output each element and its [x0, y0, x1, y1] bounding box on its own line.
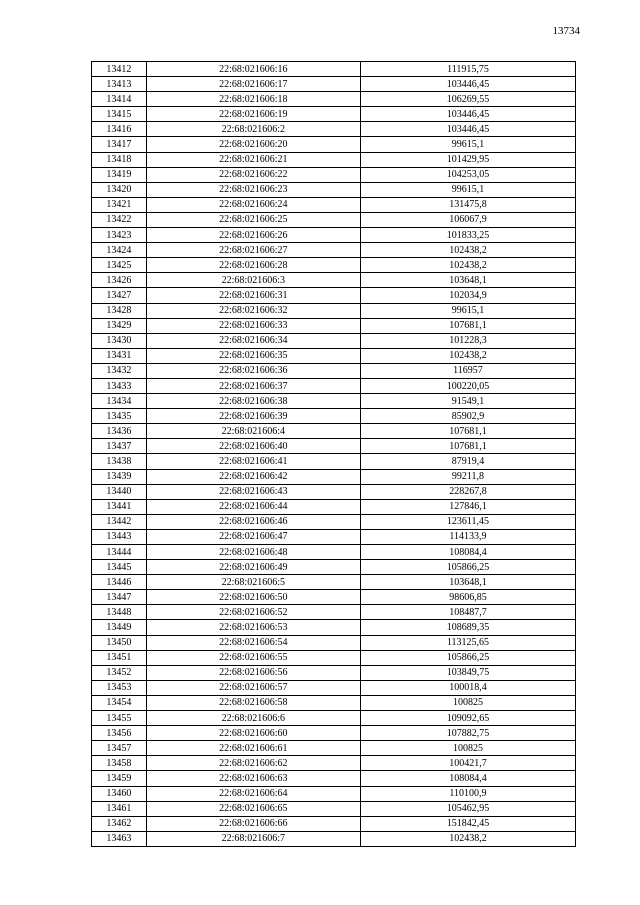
table-row [92, 228, 576, 243]
table-row [92, 107, 576, 122]
cadastral-number-cell: 22:68:021606:31 [146, 288, 360, 303]
row-number-cell: 13441 [92, 499, 147, 514]
cadastral-value-cell: 105462,95 [360, 801, 575, 816]
cadastral-number-cell: 22:68:021606:47 [146, 529, 360, 544]
table-row [92, 711, 576, 726]
cadastral-number-cell: 22:68:021606:65 [146, 801, 360, 816]
cadastral-value-cell: 127846,1 [360, 499, 575, 514]
cadastral-number-cell: 22:68:021606:43 [146, 484, 360, 499]
table-row [92, 348, 576, 363]
row-number-cell: 13420 [92, 182, 147, 197]
table-row [92, 484, 576, 499]
table-row [92, 378, 576, 393]
table-row [92, 333, 576, 348]
cadastral-value-cell: 103446,45 [360, 107, 575, 122]
cadastral-number-cell: 22:68:021606:7 [146, 831, 360, 846]
table-row [92, 212, 576, 227]
cadastral-number-cell: 22:68:021606:32 [146, 303, 360, 318]
cadastral-value-cell: 106067,9 [360, 212, 575, 227]
cadastral-value-cell: 100825 [360, 741, 575, 756]
cadastral-value-cell: 101228,3 [360, 333, 575, 348]
table-row [92, 786, 576, 801]
cadastral-number-cell: 22:68:021606:40 [146, 439, 360, 454]
cadastral-value-cell: 99211,8 [360, 469, 575, 484]
cadastral-number-cell: 22:68:021606:66 [146, 816, 360, 831]
row-number-cell: 13414 [92, 92, 147, 107]
cadastral-number-cell: 22:68:021606:42 [146, 469, 360, 484]
row-number-cell: 13447 [92, 590, 147, 605]
cadastral-value-cell: 111915,75 [360, 62, 575, 77]
row-number-cell: 13413 [92, 77, 147, 92]
cadastral-value-cell: 105866,25 [360, 560, 575, 575]
table-row [92, 439, 576, 454]
row-number-cell: 13453 [92, 680, 147, 695]
cadastral-value-cell: 102034,9 [360, 288, 575, 303]
row-number-cell: 13459 [92, 771, 147, 786]
cadastral-number-cell: 22:68:021606:6 [146, 711, 360, 726]
row-number-cell: 13432 [92, 363, 147, 378]
table-row [92, 605, 576, 620]
cadastral-number-cell: 22:68:021606:24 [146, 197, 360, 212]
cadastral-value-cell: 114133,9 [360, 529, 575, 544]
cadastral-value-cell: 107882,75 [360, 726, 575, 741]
row-number-cell: 13448 [92, 605, 147, 620]
table-row [92, 167, 576, 182]
row-number-cell: 13450 [92, 635, 147, 650]
cadastral-value-cell: 108487,7 [360, 605, 575, 620]
row-number-cell: 13463 [92, 831, 147, 846]
row-number-cell: 13436 [92, 424, 147, 439]
cadastral-number-cell: 22:68:021606:36 [146, 363, 360, 378]
table-row [92, 620, 576, 635]
cadastral-number-cell: 22:68:021606:62 [146, 756, 360, 771]
row-number-cell: 13461 [92, 801, 147, 816]
cadastral-number-cell: 22:68:021606:58 [146, 695, 360, 710]
cadastral-number-cell: 22:68:021606:53 [146, 620, 360, 635]
cadastral-number-cell: 22:68:021606:49 [146, 560, 360, 575]
cadastral-value-cell: 108084,4 [360, 545, 575, 560]
cadastral-number-cell: 22:68:021606:4 [146, 424, 360, 439]
table-row [92, 62, 576, 77]
cadastral-number-cell: 22:68:021606:16 [146, 62, 360, 77]
table-row [92, 303, 576, 318]
cadastral-value-cell: 103648,1 [360, 575, 575, 590]
cadastral-number-cell: 22:68:021606:20 [146, 137, 360, 152]
row-number-cell: 13455 [92, 711, 147, 726]
cadastral-value-cell: 107681,1 [360, 424, 575, 439]
cadastral-number-cell: 22:68:021606:28 [146, 258, 360, 273]
table-row [92, 137, 576, 152]
cadastral-number-cell: 22:68:021606:37 [146, 378, 360, 393]
row-number-cell: 13462 [92, 816, 147, 831]
table-row [92, 197, 576, 212]
table-row [92, 771, 576, 786]
cadastral-value-cell: 98606,85 [360, 590, 575, 605]
table-row [92, 816, 576, 831]
cadastral-number-cell: 22:68:021606:38 [146, 394, 360, 409]
cadastral-value-cell: 103446,45 [360, 77, 575, 92]
table-row [92, 92, 576, 107]
row-number-cell: 13451 [92, 650, 147, 665]
cadastral-value-cell: 99615,1 [360, 303, 575, 318]
row-number-cell: 13440 [92, 484, 147, 499]
cadastral-value-cell: 151842,45 [360, 816, 575, 831]
row-number-cell: 13454 [92, 695, 147, 710]
row-number-cell: 13421 [92, 197, 147, 212]
cadastral-number-cell: 22:68:021606:5 [146, 575, 360, 590]
table-row [92, 575, 576, 590]
row-number-cell: 13456 [92, 726, 147, 741]
table-row [92, 635, 576, 650]
cadastral-number-cell: 22:68:021606:46 [146, 514, 360, 529]
cadastral-value-cell: 99615,1 [360, 182, 575, 197]
table-row [92, 650, 576, 665]
cadastral-number-cell: 22:68:021606:27 [146, 243, 360, 258]
cadastral-value-cell: 99615,1 [360, 137, 575, 152]
cadastral-number-cell: 22:68:021606:19 [146, 107, 360, 122]
cadastral-value-cell: 100220,05 [360, 378, 575, 393]
table-row [92, 514, 576, 529]
row-number-cell: 13425 [92, 258, 147, 273]
table-row [92, 409, 576, 424]
cadastral-number-cell: 22:68:021606:35 [146, 348, 360, 363]
cadastral-value-cell: 103648,1 [360, 273, 575, 288]
cadastral-value-cell: 103446,45 [360, 122, 575, 137]
table-row [92, 545, 576, 560]
cadastral-value-cell: 123611,45 [360, 514, 575, 529]
cadastral-number-cell: 22:68:021606:61 [146, 741, 360, 756]
table-row [92, 590, 576, 605]
cadastral-value-cell: 104253,05 [360, 167, 575, 182]
cadastral-value-cell: 105866,25 [360, 650, 575, 665]
table-row [92, 695, 576, 710]
cadastral-value-cell: 103849,75 [360, 665, 575, 680]
row-number-cell: 13460 [92, 786, 147, 801]
cadastral-value-cell: 91549,1 [360, 394, 575, 409]
table-row [92, 363, 576, 378]
cadastral-number-cell: 22:68:021606:18 [146, 92, 360, 107]
table-row [92, 831, 576, 846]
row-number-cell: 13457 [92, 741, 147, 756]
cadastral-number-cell: 22:68:021606:55 [146, 650, 360, 665]
cadastral-number-cell: 22:68:021606:23 [146, 182, 360, 197]
cadastral-number-cell: 22:68:021606:3 [146, 273, 360, 288]
cadastral-number-cell: 22:68:021606:26 [146, 228, 360, 243]
table-row [92, 152, 576, 167]
cadastral-number-cell: 22:68:021606:34 [146, 333, 360, 348]
cadastral-number-cell: 22:68:021606:60 [146, 726, 360, 741]
table-row [92, 454, 576, 469]
row-number-cell: 13415 [92, 107, 147, 122]
cadastral-number-cell: 22:68:021606:39 [146, 409, 360, 424]
row-number-cell: 13443 [92, 529, 147, 544]
table-row [92, 182, 576, 197]
table-row [92, 273, 576, 288]
cadastral-value-cell: 100421,7 [360, 756, 575, 771]
cadastral-number-cell: 22:68:021606:25 [146, 212, 360, 227]
table-row [92, 529, 576, 544]
row-number-cell: 13429 [92, 318, 147, 333]
row-number-cell: 13431 [92, 348, 147, 363]
row-number-cell: 13418 [92, 152, 147, 167]
cadastral-number-cell: 22:68:021606:17 [146, 77, 360, 92]
cadastral-value-cell: 116957 [360, 363, 575, 378]
table-row [92, 394, 576, 409]
table-row [92, 469, 576, 484]
table-row [92, 665, 576, 680]
cadastral-value-cell: 100825 [360, 695, 575, 710]
cadastral-number-cell: 22:68:021606:56 [146, 665, 360, 680]
table-row [92, 77, 576, 92]
cadastral-value-cell: 85902,9 [360, 409, 575, 424]
row-number-cell: 13437 [92, 439, 147, 454]
table-row [92, 499, 576, 514]
cadastral-number-cell: 22:68:021606:21 [146, 152, 360, 167]
row-number-cell: 13449 [92, 620, 147, 635]
cadastral-value-cell: 107681,1 [360, 318, 575, 333]
row-number-cell: 13442 [92, 514, 147, 529]
table-row [92, 288, 576, 303]
table-body [92, 62, 576, 847]
cadastral-number-cell: 22:68:021606:48 [146, 545, 360, 560]
cadastral-number-cell: 22:68:021606:41 [146, 454, 360, 469]
cadastral-value-cell: 102438,2 [360, 258, 575, 273]
cadastral-number-cell: 22:68:021606:57 [146, 680, 360, 695]
row-number-cell: 13452 [92, 665, 147, 680]
cadastral-number-cell: 22:68:021606:33 [146, 318, 360, 333]
table-row [92, 560, 576, 575]
row-number-cell: 13434 [92, 394, 147, 409]
page-number: 13734 [552, 25, 580, 37]
table-row [92, 801, 576, 816]
cadastral-number-cell: 22:68:021606:64 [146, 786, 360, 801]
cadastral-number-cell: 22:68:021606:50 [146, 590, 360, 605]
table-row [92, 243, 576, 258]
row-number-cell: 13433 [92, 378, 147, 393]
cadastral-number-cell: 22:68:021606:2 [146, 122, 360, 137]
cadastral-value-cell: 102438,2 [360, 243, 575, 258]
table-row [92, 726, 576, 741]
row-number-cell: 13444 [92, 545, 147, 560]
cadastral-value-cell: 106269,55 [360, 92, 575, 107]
table-row [92, 680, 576, 695]
cadastral-value-cell: 109092,65 [360, 711, 575, 726]
row-number-cell: 13428 [92, 303, 147, 318]
cadastral-value-cell: 113125,65 [360, 635, 575, 650]
cadastral-value-cell: 110100,9 [360, 786, 575, 801]
cadastral-value-cell: 102438,2 [360, 348, 575, 363]
row-number-cell: 13424 [92, 243, 147, 258]
table-row [92, 258, 576, 273]
cadastral-number-cell: 22:68:021606:54 [146, 635, 360, 650]
cadastral-number-cell: 22:68:021606:63 [146, 771, 360, 786]
table-row [92, 318, 576, 333]
cadastral-value-cell: 101833,25 [360, 228, 575, 243]
row-number-cell: 13426 [92, 273, 147, 288]
cadastral-number-cell: 22:68:021606:52 [146, 605, 360, 620]
row-number-cell: 13422 [92, 212, 147, 227]
cadastral-value-cell: 228267,8 [360, 484, 575, 499]
row-number-cell: 13419 [92, 167, 147, 182]
row-number-cell: 13430 [92, 333, 147, 348]
row-number-cell: 13445 [92, 560, 147, 575]
row-number-cell: 13417 [92, 137, 147, 152]
table-row [92, 741, 576, 756]
cadastral-value-cell: 87919,4 [360, 454, 575, 469]
row-number-cell: 13438 [92, 454, 147, 469]
cadastral-value-cell: 107681,1 [360, 439, 575, 454]
table-row [92, 756, 576, 771]
cadastral-value-cell: 102438,2 [360, 831, 575, 846]
cadastral-number-cell: 22:68:021606:44 [146, 499, 360, 514]
row-number-cell: 13446 [92, 575, 147, 590]
row-number-cell: 13423 [92, 228, 147, 243]
row-number-cell: 13427 [92, 288, 147, 303]
row-number-cell: 13458 [92, 756, 147, 771]
cadastral-value-cell: 100018,4 [360, 680, 575, 695]
row-number-cell: 13412 [92, 62, 147, 77]
cadastral-number-cell: 22:68:021606:22 [146, 167, 360, 182]
row-number-cell: 13416 [92, 122, 147, 137]
cadastral-value-cell: 108084,4 [360, 771, 575, 786]
cadastral-value-cell: 101429,95 [360, 152, 575, 167]
table-row [92, 122, 576, 137]
cadastral-value-cell: 131475,8 [360, 197, 575, 212]
row-number-cell: 13439 [92, 469, 147, 484]
cadastral-value-table [91, 61, 576, 847]
row-number-cell: 13435 [92, 409, 147, 424]
cadastral-value-cell: 108689,35 [360, 620, 575, 635]
table-row [92, 424, 576, 439]
